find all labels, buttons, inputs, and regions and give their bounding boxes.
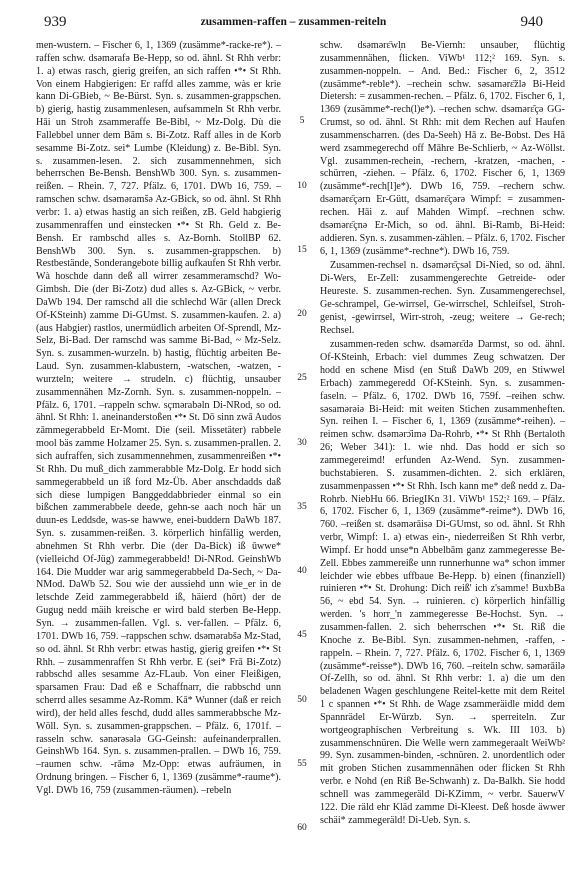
line-number: 50 bbox=[297, 695, 307, 705]
line-number: 15 bbox=[297, 245, 307, 255]
dictionary-entry-text: schw. dsəmərɛ̄wl̩n Be-Viernh: unsauber, flüchtig zusammennähen, flicken. ViWb¹ 112;² 169. Syn. s. zusammen-noppeln. – And. Bed.: Fischer 6, 2, 3512 (zusämme*-reble*). –rechein schw. səsamərɛ̄žlə Bi-Heid Dietersh: = zusammen-rechen. – Pfälz. 6, 1702. Fischer 6, 1, 1369 (zusämme*-rech(l)e*). –rechen schw. dsəmərɛ̄çə GG-Crumst, so od. ähnl. St Rhh: mit dem Rechen auf Haufen zusammenscharren. (des Da-Seeh) Hā z. Be-Bobst. Des Hā werd zsammegerechd off Māhre Be-Schlierb, ~ Az-Wöllst. Vgl. zusammen-rechein, -rechern, -kratzen, -machen, -schürren, -ziehen. – Pfälz. 6, 1702. Fischer 6, 1, 1369 (zusämme*-rech[l]e*). DWb 16, 759. –rechern schw. dsəmərɛ̄çərn Er-Gütt, dsamərɛ̄çərə Wimpf: = zusammen-rechen. Hāi z. auf Mahden Wimpf. –rechnen schw. dsəmərɛ̄çnə Er-Mich, so od. ähnl. Bi-Ramb, Bi-Heid: addieren. Syn. s. zusammen-zählen. – Pfälz. 6, 1702. Fischer 6, 1, 1369 (zusämme*-rechne*). DWb 16, 759. bbox=[320, 40, 565, 257]
line-number: 35 bbox=[297, 502, 307, 512]
line-number: 60 bbox=[297, 823, 307, 833]
dictionary-entry-text: zusammen-reden schw. dsəmərɛ̄də Darmst, so od. ähnl. Of-KSteinh, Erbach: viel dummes Zeug schwatzen. Der hodd en schene Misd (en Stuß DaWb 209, en Stiwwel Erbach) zammegeredd Of-KSteinh. Syn. s. zusammen-faseln. – Pfälz. 6, 1702. DWb 16, 759f. –reihen schw. səsamərəiə Bi-Heid: mit weiten Stichen zusammenheften. Syn. reihen I. – Fischer 6, 1, 1369 (zusämme*-reihen). –reimen schw. dsəmərɔ̄imə Da-Rohrb, •*• St Rhh (Bertaloth 26; Weber 341): 1. wie nhd. Das hodd er sich so zammegereimd! erfunden Az-Wend. Syn. zusammen-buchstabieren. S. zusammen-dichten. 2. sich erklären, zusammenpassen •*• St Rhh. Isch kann me* deß nedd z. Da-Rohrb. NiebHu 66. BriegIKn 31. ViWb¹ 152;² 169. – Pfälz. 6, 1702. Fischer 6, 1, 1369 (zusämme*-reime*). DWb 16, 760. –reißen st. dsəmərāisə Di-GUmst, so od. ähnl. St Rhh verbr, Wimpf: 1. a) etwas ein-, niederreißen St Rhh verbr, Wimpf. Er hodd unse*n Abbelbām ganz zammegeresse Be-Zell. Ebbes zammereiße unn runnerhunne wa* schon immer leichder wie ebbes uffbaue Be-Hepp. b) einen (finanziell) ruinieren •*• St. Drohung: Dich reiß' ich z'samme! BuxbBa 56, ~ ebd 54. Syn. → ruinieren. c) körperlich hinfällig werden. 's horr_'n zammegeresse Be-Hochst. Syn. → zusammen-fallen. 2. sich beherrschen •*• St. Riß die Knoche z. Be-Bibl. Syn. zusammen-nehmen, -raffen, -rappeln. – Rhein. 7, 727. Pfälz. 6, 1702. Fischer 6, 1, 1369 (zusämme*-reisse*). DWb 16, 760. –reiteln schw. səmərāilə Of-Zellh, so od. ähnl. St Rhh verbr: 1. a) die um den beladenen Wagen geschlungene Reitel-kette mit dem Reitel 1 c spannen •*• St Rhh. de Wage zsammeräidle midd dem Spannrädel Er-Würzb. Syn. → sperreiteln. Zur wortgeographischen Verbreitung s. Wk. III 103. b) zusammenschnüren. Die Welle wern zammegeraalt WeiWb² 99. Syn. zusammen-binden, -schnüren. 2. unordentlich oder mit groben Stichen zusammennähen oder flicken St Rhh verbr. e Nohd (en Riß Be-Schwanh) z. Da-Balkh. Sie hodd schnell was zammegeräld Di-KZimm, ~ verbr. SauerwV 122. Die räld ehr Kläd zamme Di-Kleest. Deß hosde äwwer schäi* zammegeräld! Di-Ueb. Syn. s. bbox=[320, 339, 565, 826]
page-number-right: 940 bbox=[520, 14, 543, 30]
dictionary-entry-text: men-wustern. – Fischer 6, 1, 1369 (zusämme*-racke-re*). –raffen schw. dsəmərafə Be-Hepp, so od. ähnl. St Rhh verbr: 1. a) etwas rasch, gierig greifen, an sich raffen •*• St Rhh. Von einem Habgierigen: Er raffd alles zamme, wàs er krie kann Di-GBieb, ~ Be-Bürst. Syn. s. zusammen-grappschen. b) gierig, hastig zusammenlesen, aufsammeln St Rhh verbr. Hāi un Stroh zsammeraffe Be-Bibl, ~ Mz-Dolg. Dù die Fallebbel unner dem Bām s. Bi-Zotz. Raff alles in de Korb sesamme Bi-Zotz. sei* Lumbe (Kleidung) z. Be-Bibl. Syn. s. zusammen-lesen. 2. sich zusammennehmen, sich beherrschen Be-Bensh. BenshWb 300. Syn. s. zusammen-reißen. – Rhein. 7, 727. Pfälz. 6, 1701. DWb 16, 759. –ramschen schw. dsəmərams̆ə Az-GBick, so od. ähnl. St Rhh verbr: 1. a) etwas hastig an sich reißen, zB. Geld habgierig zusammenraffen und einstecken •*• St Rh. Geld z. Be-Bensh. Er rambschd alles s. Az-Bornh. StollBP 62. BenshWb 300. Syn. s. zusammen-grappschen. b) Restbestände, Sonderangebote billig aufkaufen St Rhh verbr. Wà hoschde dann deß all wirrer zesammeramschd? Wo-Gimbsh. Die (der Bi-Zotz) dud alles s. Az-GBick, ~ verbr. DaWb 194. Der ramschd all die schlechd Wār (allen Dreck Of-KSteinh) zamme Di-GUmst. S. zusammen-kaufen. 2. a) (aus Habgier) rastlos, unermüdlich arbeiten Of-Sprendl, Mz-Selz, Bi-Bad. Der ramschd was samme Bi-Bad, ~ Mz-Selz. Syn. s. zusammen-wurzeln. b) hastig, flüchtig arbeiten Be-Laud. Syn. zusammen-klabustern, -watschen, -watzen, -wurzteln; weitere → strudeln. c) flüchtig, unsauber zusammennähen Mz-Zornh. Syn. s. zusammen-noppeln. – Pfälz. 6, 1701. –rappeln schw. sçmərabəln Di-NRod, so od. ähnl. St Rhh: 1. aneinanderstoßen •*• St. Dō sinn zwā Audos zāmmegerabbeld Er-Momt. Die (seil. Missetäter) rabbele mool bäs zamme Holzamer 25. Syn. s. zusammen-prallen. 2. sich aufraffen, sich zusammennehmen, zusammenreißen •*• St Rhh. Du muß_dich zammerabble Mz-Dolg. Er hodd sich sammegerabbeld un iß ford Mz-Üb. Aber anschdadds daß sich diese lumpigen Banggeddabbrieder einmal so ein bißchen zammerabbele deede, gehn-se aach noch här un duun-es Leddsde, was-se hawwe, enei-buddern DaWb 187. Syn. s. zusammen-reißen. 3. körperlich hinfällig werden, abnehmen St Rhh verbr. Die (der Da-Bick) iß ūwwe* (vielleichd Of-Jüg) zammegerabbeld! Di-NRod. GeinshWb 164. Die Mudder war arig sammegerabbeld Da-Sech, ~ Da-NMod. DaWb 52. Sou wie der aussiehd unn wie_er in de letschde Zeid zammegerabbeld iß, häierd (hört) der de Gugug nedd mäih kreische er wird bald sterben Be-Hepp. Syn. → zusammen-fallen. Vgl. s. ver-fallen. – Pfälz. 6, 1701. DWb 16, 759. –rappschen schw. dsəmərabšə Mz-Stad, so od. ähnl. St Rhh verbr: etwas hastig, gierig greifen •*• St Rhh. – zusammenraffen St Rhh verbr. E (sei* Frā Bi-Zotz) rabbschd alles sesamme Az-FLaub. Von einer Fleißigen, sparsamen Frau: Dad eß e Schaffnarr, die rabbschd unn scherrd alles sesamme Az-Romm. Kā* Wunner (daß er reich wird), der held alles feschd, dudd alles sammerabbsche Mz-Wöll. Syn. s. zusammen-grappschen. – Pfälz. 6, 1701f. –rasseln schw. sənərəsələ GG-Geinsh: aufeinanderprallen. GeinshWb 164. Syn. s. zusammen-prallen. – DWb 16, 759. –raumen schw. -rāmə Mz-Opp: etwas aufräumen, in Ordnung bringen. – Fischer 6, 1, 1369 (zusämme*-raume*). Vgl. DWb 16, 759 (zusammen-räumen). –rebeln bbox=[36, 40, 281, 796]
page-number-left: 939 bbox=[44, 14, 67, 30]
line-number-gutter bbox=[293, 40, 311, 870]
line-number: 40 bbox=[297, 566, 307, 576]
line-number: 10 bbox=[297, 181, 307, 191]
page-header bbox=[0, 14, 587, 34]
running-title: zusammen-raffen – zusammen-reiteln bbox=[200, 16, 387, 28]
line-number: 25 bbox=[297, 373, 307, 383]
line-number: 45 bbox=[297, 630, 307, 640]
dictionary-entry-text: Zusammen-rechsel n. dsəmərɛ̄çsəl Di-Nied, so od. ähnl. Di-Wers, Er-Zell: zusammengerechte Getreide- oder Heureste. S. zusammen-rechen. Syn. Zusammengerechsel, Ge-schrampel, Ge-wirrsel, Ge-wirrschel, Schleifsel, Stroh-genist, -gewirrsel, Wirr-stroh, -zeug; weitere → Ge-rech; Rechsel. bbox=[320, 260, 565, 336]
line-number: 20 bbox=[297, 309, 307, 319]
line-number: 30 bbox=[297, 438, 307, 448]
line-number: 55 bbox=[297, 759, 307, 769]
line-number: 5 bbox=[299, 116, 305, 126]
right-column bbox=[320, 40, 565, 870]
left-column bbox=[36, 40, 281, 870]
